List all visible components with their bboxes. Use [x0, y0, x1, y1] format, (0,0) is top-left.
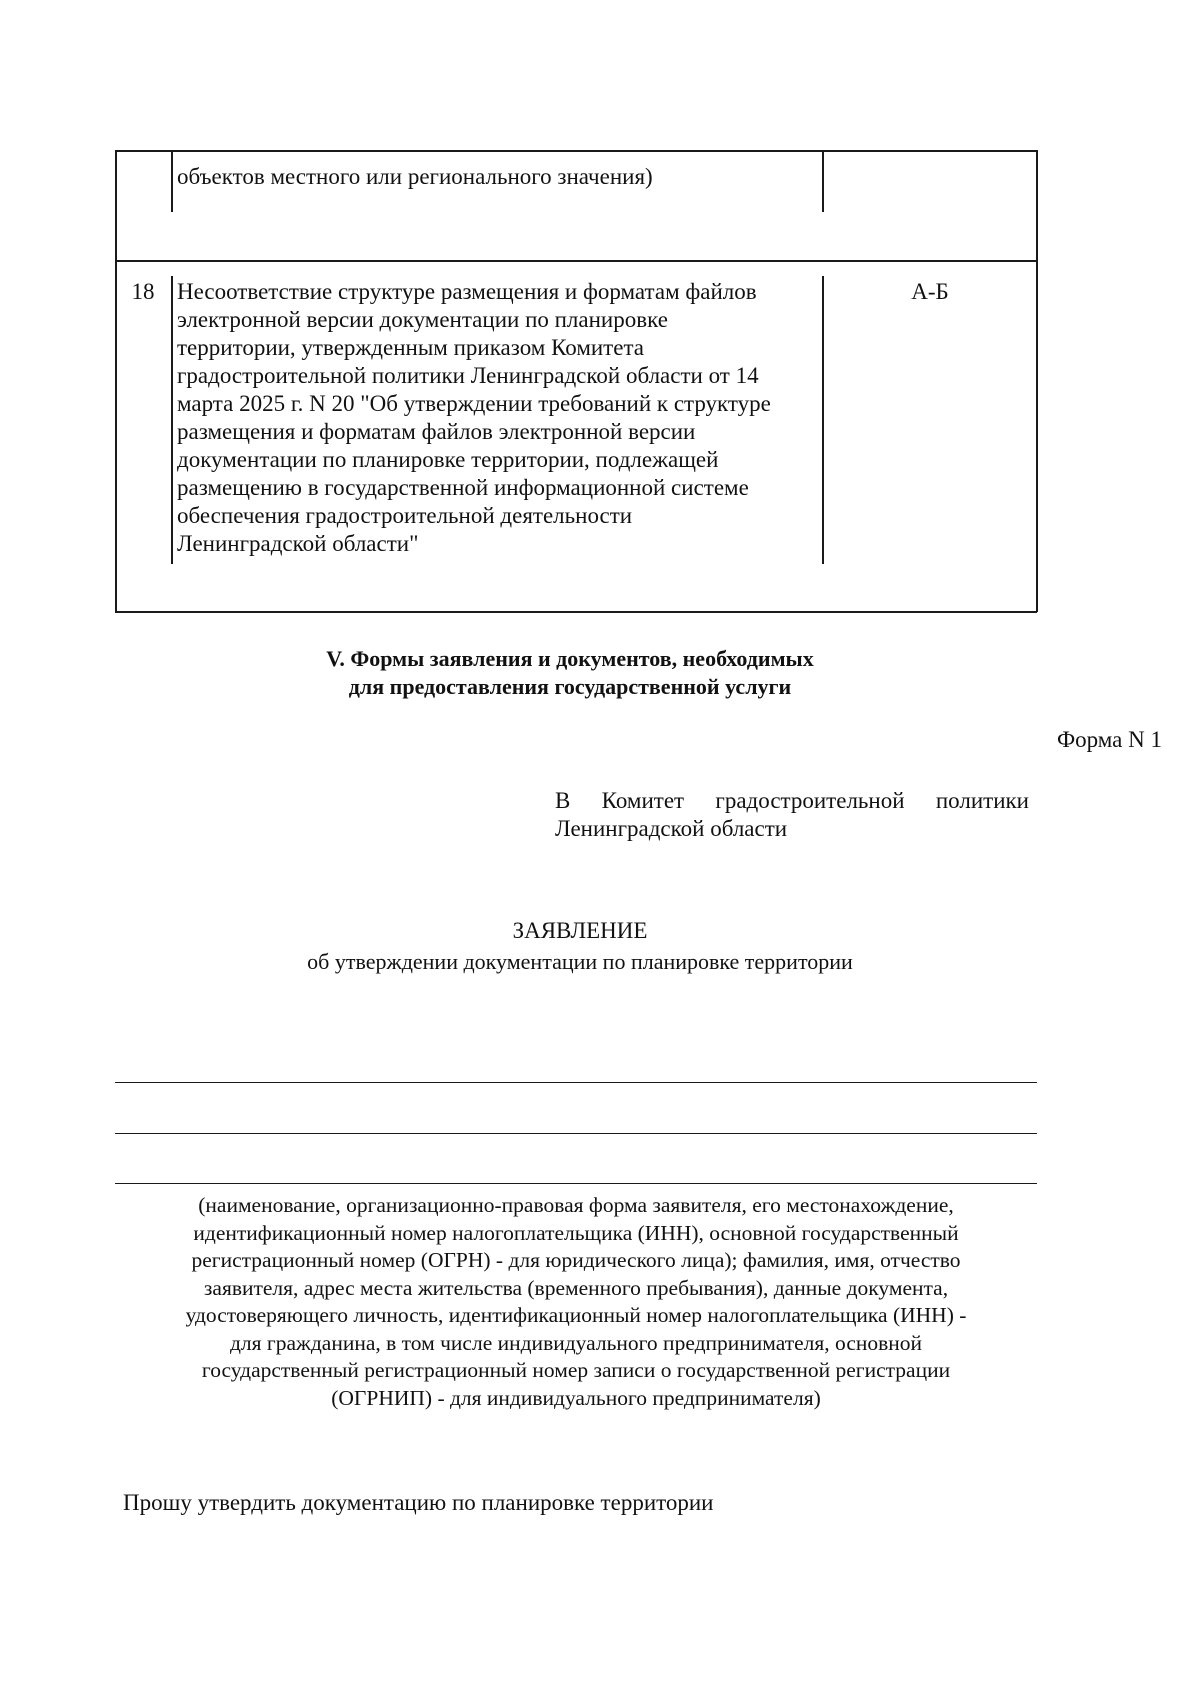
section-title-line: V. Формы заявления и документов, необходимых — [326, 646, 814, 671]
description-line: размещения и форматам файлов электронной версии — [177, 419, 696, 444]
hint-line: (наименование, организационно-правовая форма заявителя, его местонахождение, — [198, 1193, 954, 1217]
document-subtitle: об утверждении документации по планировке территории — [307, 949, 853, 974]
table-cell-code: А-Б — [911, 279, 949, 304]
request-text: Прошу утвердить документацию по планировке территории — [123, 1490, 714, 1515]
applicant-input-line-1[interactable] — [115, 1082, 1037, 1083]
table-border-right — [1036, 150, 1038, 612]
hint-line: удостоверяющего личность, идентификационный номер налогоплательщика (ИНН) - — [185, 1303, 967, 1327]
hint-line: (ОГРНИП) - для индивидуального предпринимателя) — [331, 1385, 821, 1410]
table-cell-description: объектов местного или регионального значения) — [177, 164, 653, 189]
table-col-line-1b — [171, 276, 173, 564]
applicant-input-line-3[interactable] — [115, 1183, 1037, 1184]
section-title — [300, 645, 840, 701]
hint-line: идентификационный номер налогоплательщика (ИНН), основной государственный — [193, 1220, 959, 1245]
table-border-bottom — [115, 611, 1037, 613]
table-row-separator — [115, 260, 1037, 262]
document-title: ЗАЯВЛЕНИЕ — [512, 918, 648, 943]
description-line: территории, утвержденным приказом Комитета — [177, 335, 644, 360]
description-line: Ленинградской области" — [177, 531, 419, 556]
applicant-field-hint — [115, 1192, 1037, 1412]
hint-line: заявителя, адрес места жительства (временного пребывания), данные документа, — [203, 1275, 949, 1300]
description-line: обеспечения градостроительной деятельности — [177, 503, 633, 528]
addressee-line: Ленинградской области — [555, 816, 788, 841]
description-line: Несоответствие структуре размещения и форматам файлов — [177, 279, 757, 304]
description-line: электронной версии документации по планировке — [177, 307, 668, 332]
applicant-input-line-2[interactable] — [115, 1133, 1037, 1134]
hint-line: для гражданина, в том числе индивидуального предпринимателя, основной — [229, 1330, 923, 1355]
table-border-top — [115, 150, 1037, 152]
table-cell-number: 18 — [131, 279, 155, 304]
description-line: размещению в государственной информационной системе — [177, 475, 749, 500]
description-line: марта 2025 г. N 20 "Об утверждении требований к структуре — [177, 391, 771, 416]
table-col-line-2a — [822, 150, 824, 212]
description-line: документации по планировке территории, подлежащей — [177, 447, 719, 472]
table-col-line-1a — [171, 150, 173, 212]
description-line: градостроительной политики Ленинградской области от 14 — [177, 363, 759, 388]
addressee-block — [555, 787, 1029, 843]
table-row — [177, 163, 817, 191]
section-title-line: для предоставления государственной услуги — [348, 674, 792, 699]
addressee-line: В Комитет градостроительной политики — [555, 788, 1029, 813]
hint-line: государственный регистрационный номер записи о государственной регистрации — [201, 1358, 951, 1382]
hint-line: регистрационный номер (ОГРН) - для юридического лица); фамилия, имя, отчество — [191, 1248, 961, 1272]
table-border-left — [115, 150, 117, 612]
table-col-line-2b — [822, 276, 824, 564]
table-cell-description — [177, 278, 817, 558]
form-number: Форма N 1 — [1056, 727, 1162, 752]
